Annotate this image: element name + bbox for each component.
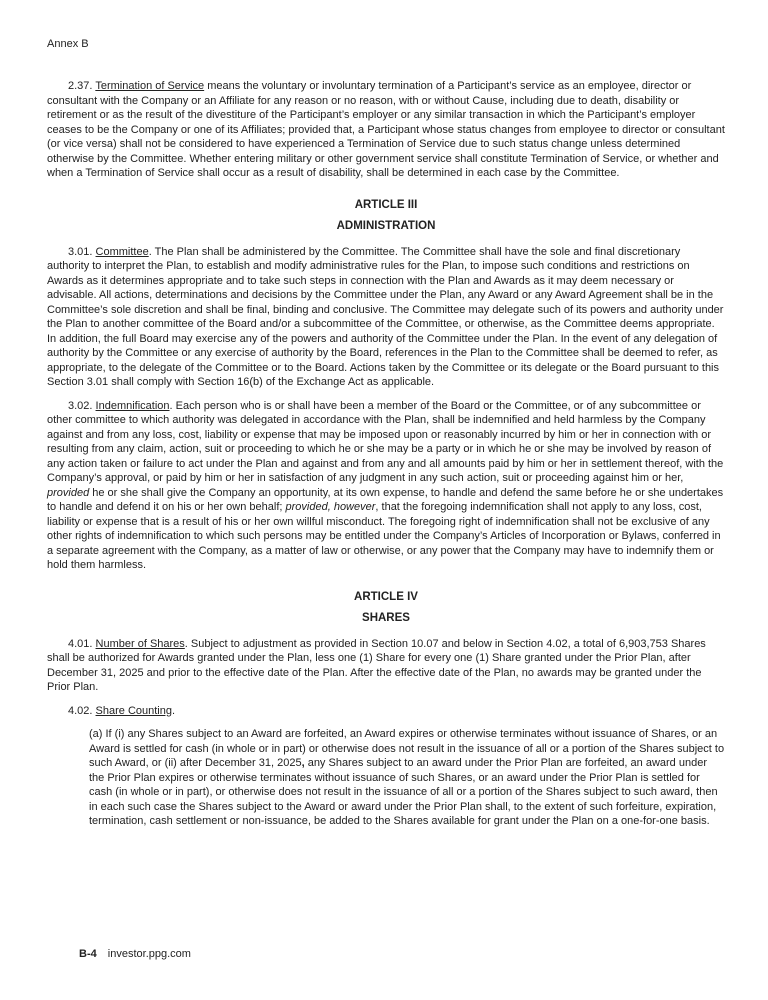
bold-comma: ,	[301, 757, 305, 769]
section-number: 3.02.	[68, 399, 93, 412]
emphasis-provided-however: provided, however	[285, 501, 376, 513]
article-3-heading: ARTICLE III	[354, 198, 418, 211]
section-number: 3.01.	[68, 245, 93, 258]
emphasis-provided: provided	[47, 486, 90, 499]
section-text: any Shares subject to an award under the Prior Plan are forfeited, an award under the Prior Plan expires or otherwise terminates without issuance of such Shares, or an award under the Prior Plan is settled for cash (in whole or in part), or otherwise does not result in the issuance of all or a portion of the Shares subject to such award, then in each such case the Shares subject to the Award or award under the Prior Plan shall, to the extent of such forfeiture, expiration, termination, cash settlement or non-issuance, be added to the Shares available for grant under the Plan on a one-for-one basis.	[89, 757, 718, 827]
section-title: Committee	[95, 245, 149, 258]
section-number: 4.01.	[68, 637, 93, 650]
section-text: . Each person who is or shall have been a member of the Board or the Committee, or of any subcommittee or other committee to which authority was delegated in accordance with the Plan, shall be indemnified and held harmless by the Company against and from any loss, cost, liability or expense that may be imposed upon or reasonably incurred by him or her in connection with or resulting from any claim, action, suit or proceeding to which he or she may be a party or in which he or she may be involved by reason of any action taken or failure to act under the Plan and against and from any and all amounts paid by him or her in settlement thereof, with the Company’s approval, or paid by him or her in satisfaction of any judgment in any such action, suit or proceeding against him or her,	[47, 399, 724, 484]
section-2-37	[47, 79, 725, 181]
section-text: he or she shall give the Company an opportunity, at its own expense, to handle and defend the same before he or she undertakes to handle and defend it on his or her own behalf;	[47, 486, 724, 513]
page-footer	[79, 948, 191, 960]
document-body	[47, 79, 725, 838]
section-4-02-a	[47, 727, 725, 829]
section-text: (a) If (i) any Shares subject to an Award are forfeited, an Award expires or otherwise terminates without issuance of Shares, or an Award is settled for cash (in whole or in part) or otherwise does not result in the issuance of all or a portion of the Shares subject to such Award, or (ii) after December 31, 2025	[89, 728, 725, 769]
section-title: Termination of Service	[95, 80, 205, 92]
article-3-title: ADMINISTRATION	[336, 220, 436, 232]
annex-label: Annex B	[47, 38, 89, 50]
footer-link[interactable]: investor.ppg.com	[107, 948, 191, 960]
section-4-01	[47, 637, 725, 695]
section-3-01	[47, 245, 725, 390]
section-title: Share Counting	[95, 704, 172, 717]
section-title: Indemnification	[95, 399, 170, 412]
section-text: . The Plan shall be administered by the Committee. The Committee shall have the sole and final discretionary authority to interpret the Plan, to establish and modify administrative rules for the Plan, to impose such conditions and restrictions on Awards as it determines appropriate and to take such steps in connection with the Plan and Awards as it may deem necessary or advisable. All actions, determinations and decisions by the Committee under the Plan, any Award or any Award Agreement shall be in the Committee’s sole discretion and shall be final, binding and conclusive. The Committee may delegate such of its powers and authority under the Plan to another committee of the Board and/or a subcommittee of the Committee, or otherwise, as the Committee deems appropriate. In addition, the full Board may exercise any of the powers and authority of the Committee under the Plan. In the event of any delegation of authority by the Committee or any exercise of authority by the Board, references in the Plan to the Committee shall be deemed to refer, as appropriate, to the delegate of the Committee or to the Board. Actions taken by the Committee or its delegate or the Board pursuant to this Section 3.01 shall comply with Section 16(b) of the Exchange Act as applicable.	[47, 245, 724, 388]
section-number: 2.37.	[68, 80, 93, 92]
section-text: .	[171, 704, 176, 717]
section-number: 4.02.	[68, 704, 93, 717]
section-3-02	[47, 399, 725, 573]
article-4-heading: ARTICLE IV	[354, 590, 418, 603]
section-text: . Subject to adjustment as provided in Section 10.07 and below in Section 4.02, a total of 6,903,753 Shares shall be authorized for Awards granted under the Plan, less one (1) Share for every one (1) Share granted under the Prior Plan, after December 31, 2025 and prior to the effective date of the Plan. After the effective date of the Plan, no awards may be granted under the Prior Plan.	[47, 637, 706, 693]
section-title: Number of Shares	[95, 637, 185, 650]
section-4-02	[47, 704, 725, 719]
article-4-title: SHARES	[362, 612, 410, 624]
section-text: means the voluntary or involuntary termination of a Participant’s service as an employee, director or consultant with the Company or an Affiliate for any reason or no reason, with or without Cause, including due to death, disability or retirement or as the result of the divestiture of the Participant’s employer or any similar transaction in which the Participant’s employer ceases to be the Company or one of its Affiliates; provided that, a Participant whose status changes from employee to director or consultant (or vice versa) shall not be considered to have experienced a Termination of Service due to such status change unless determined otherwise by the Committee. Whether entering military or other government service shall constitute Termination of Service, or whether and when a Termination of Service shall occur as a result of disability, shall be determined in each case by the Committee.	[47, 80, 725, 179]
section-text: , that the foregoing indemnification shall not apply to any loss, cost, liability or expense that is a result of his or her own willful misconduct. The foregoing right of indemnification shall not be exclusive of any other rights of indemnification to which such persons may be entitled under the Company’s Articles of Incorporation or Bylaws, conferred in a separate agreement with the Company, as a matter of law or otherwise, or any power that the Company may have to indemnify them or hold them harmless.	[47, 501, 721, 571]
page-number: B-4	[79, 948, 97, 960]
